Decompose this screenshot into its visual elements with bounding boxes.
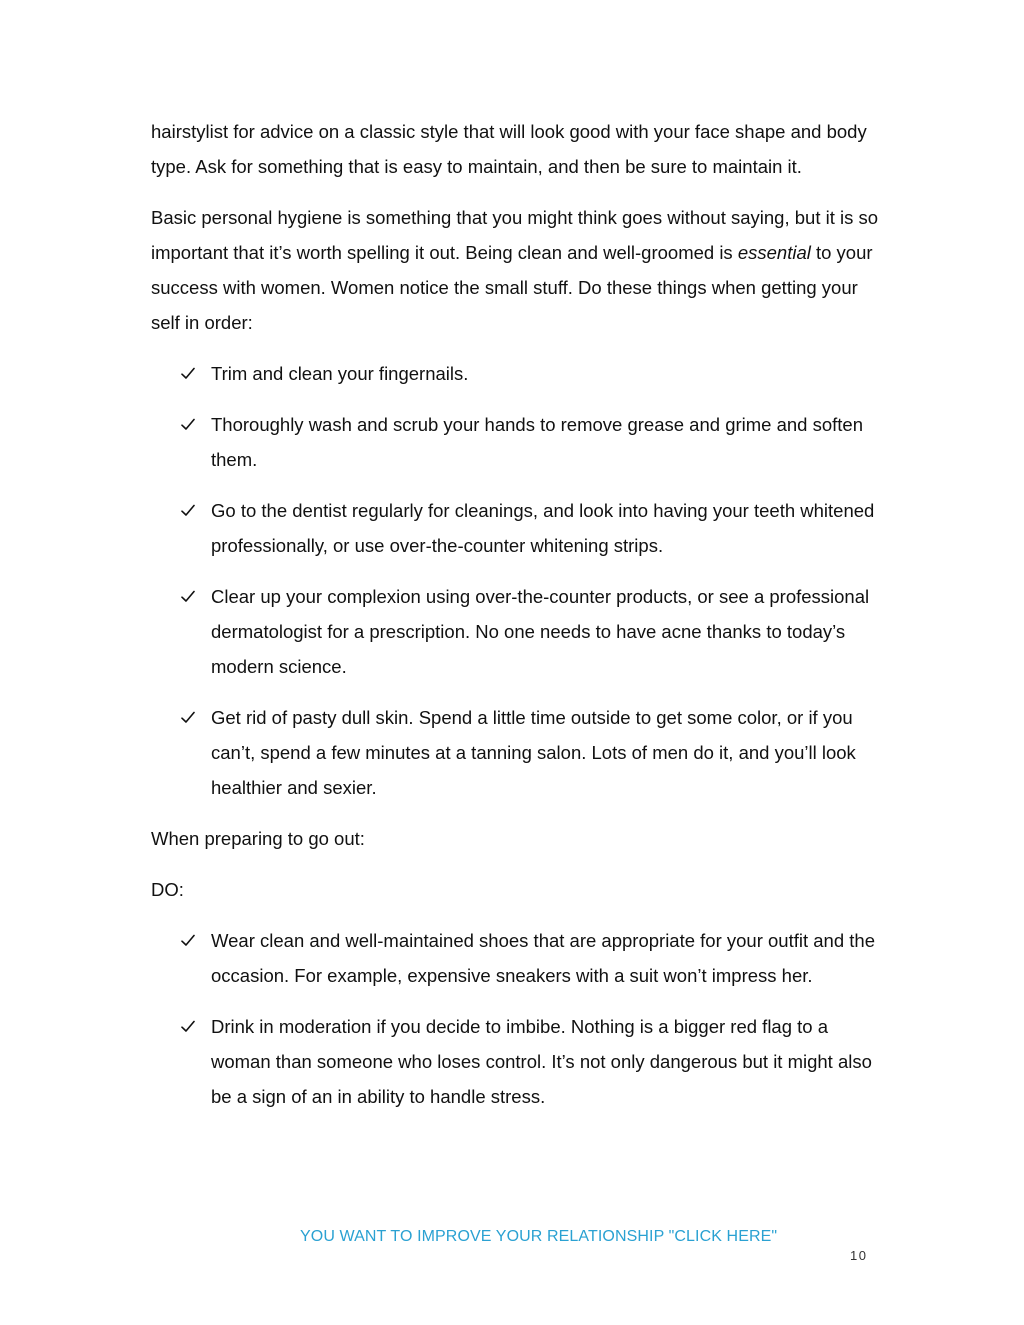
paragraph-hairstylist: hairstylist for advice on a classic style that will look good with your face shape and body type. Ask for something that is easy to maintain, and then be sure to maintain it. — [151, 121, 867, 177]
heading-do: DO: — [151, 879, 184, 900]
hygiene-checklist — [151, 356, 881, 805]
do-checklist — [151, 923, 881, 1114]
checkmark-icon — [181, 579, 197, 614]
list-item-text: Thoroughly wash and scrub your hands to remove grease and grime and soften them. — [211, 414, 863, 470]
checkmark-icon — [181, 493, 197, 528]
checkmark-icon — [181, 700, 197, 735]
list-item-text: Clear up your complexion using over-the-counter products, or see a professional dermatologist for a prescription. No one needs to have acne thanks to today’s modern science. — [211, 586, 870, 677]
relationship-click-here-link[interactable]: YOU WANT TO IMPROVE YOUR RELATIONSHIP "CLICK HERE" — [300, 1228, 778, 1245]
list-item — [151, 1009, 881, 1114]
document-body — [151, 114, 881, 1130]
checkmark-icon — [181, 407, 197, 442]
list-item — [151, 923, 881, 993]
list-item — [151, 356, 881, 391]
emphasis-essential: essential — [737, 242, 811, 263]
paragraph-preparing: When preparing to go out: — [151, 828, 365, 849]
list-item-text: Trim and clean your fingernails. — [211, 363, 469, 384]
list-item-text: Get rid of pasty dull skin. Spend a little time outside to get some color, or if you can’t, spend a few minutes at a tanning salon. Lots of men do it, and you’ll look healthier and sexier. — [211, 707, 856, 798]
checkmark-icon — [181, 356, 197, 391]
list-item-text: Wear clean and well-maintained shoes that are appropriate for your outfit and the occasion. For example, expensive sneakers with a suit won’t impress her. — [211, 930, 875, 986]
paragraph-hygiene-intro — [151, 200, 881, 340]
list-item — [151, 493, 881, 563]
list-item — [151, 700, 881, 805]
list-item-text: Drink in moderation if you decide to imbibe. Nothing is a bigger red flag to a woman than someone who loses control. It’s not only dangerous but it might also be a sign of an in ability to handle stress. — [211, 1016, 872, 1107]
list-item — [151, 407, 881, 477]
hygiene-intro-text-start: Basic personal hygiene is something that you might think goes without saying, but it is so important that it’s worth spelling it out. Being clean and well-groomed is — [151, 207, 879, 263]
page-number: 10 — [850, 1248, 868, 1263]
hygiene-intro-text-end: to your success with women. Women notice the small stuff. Do these things when getting your self in order: — [151, 242, 873, 333]
list-item-text: Go to the dentist regularly for cleanings, and look into having your teeth whitened professionally, or use over-the-counter whitening strips. — [211, 500, 875, 556]
checkmark-icon — [181, 923, 197, 958]
checkmark-icon — [181, 1009, 197, 1044]
list-item — [151, 579, 881, 684]
